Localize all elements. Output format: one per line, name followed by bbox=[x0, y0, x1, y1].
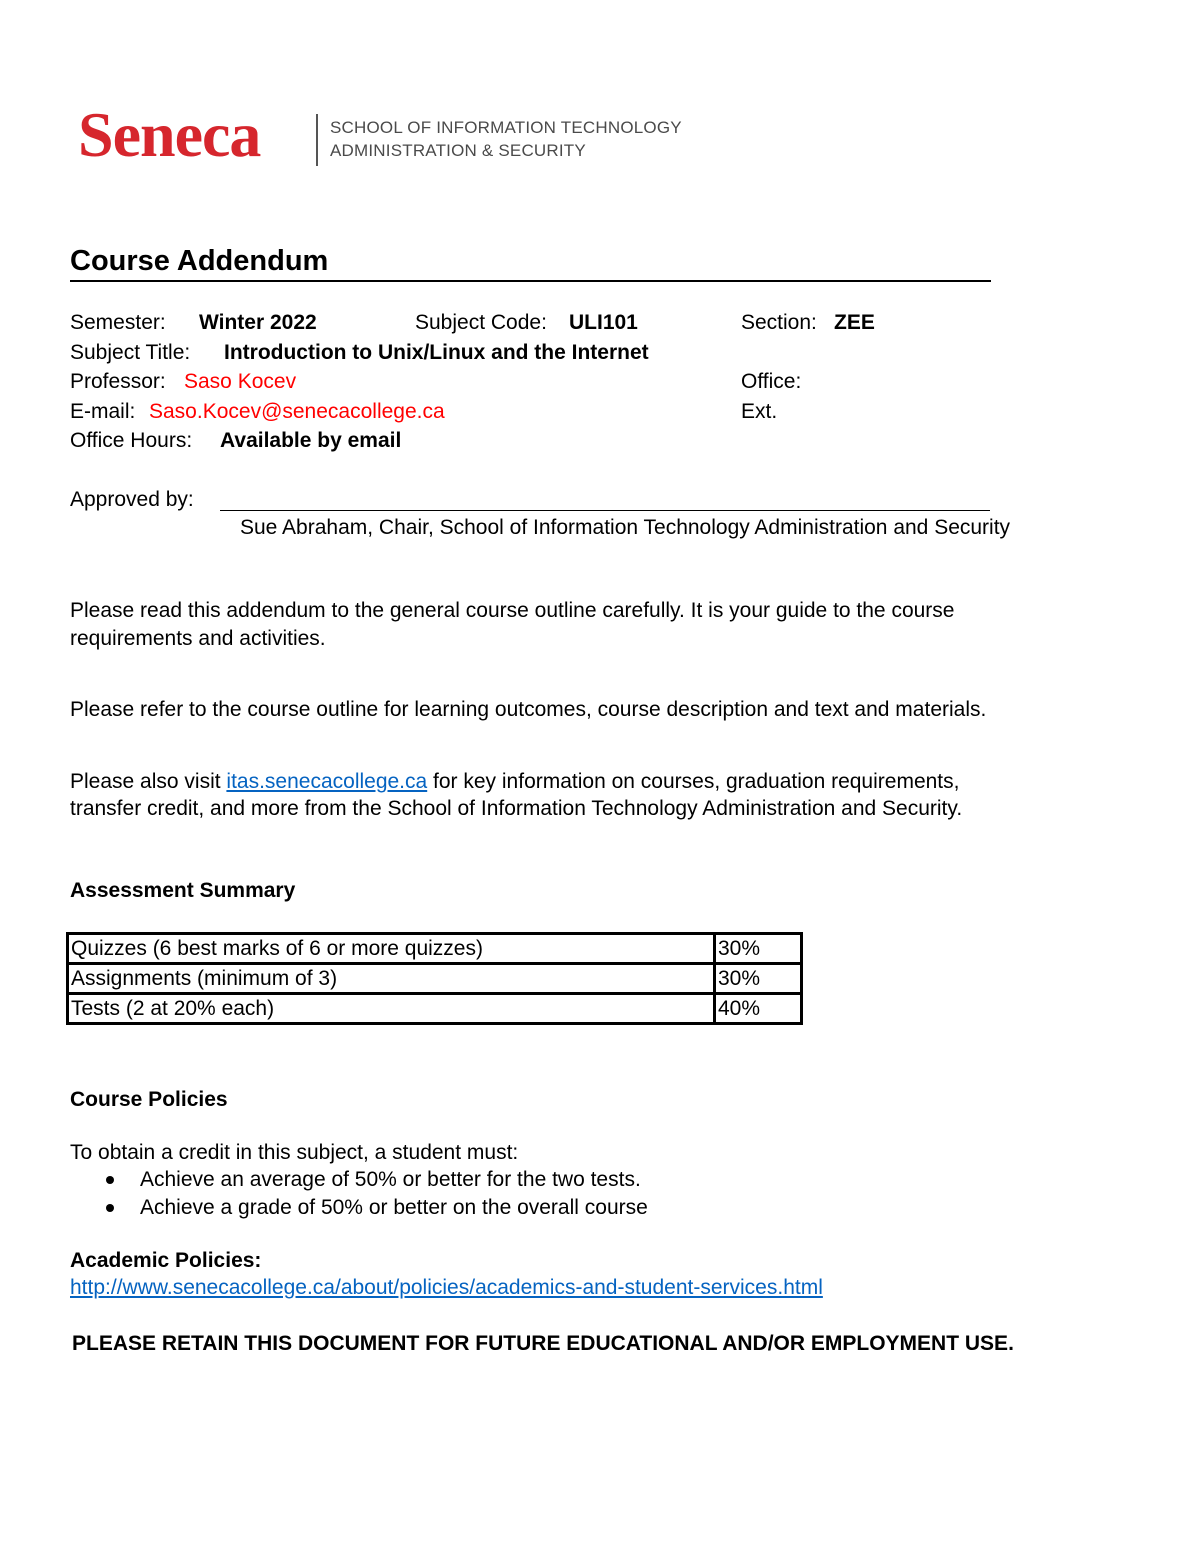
professor-label: Professor: bbox=[70, 370, 166, 393]
credit-requirements-intro: To obtain a credit in this subject, a student must: bbox=[70, 1141, 519, 1164]
subject-code-label: Subject Code: bbox=[415, 311, 547, 334]
academic-policies-link[interactable]: http://www.senecacollege.ca/about/policies/academics-and-student-services.html bbox=[70, 1276, 823, 1299]
table-row bbox=[68, 934, 802, 964]
school-name-line1: SCHOOL OF INFORMATION TECHNOLOGY bbox=[330, 118, 682, 137]
list-item: Achieve an average of 50% or better for the two tests. bbox=[70, 1166, 648, 1194]
assessment-summary-heading: Assessment Summary bbox=[70, 879, 296, 902]
office-label: Office: bbox=[741, 370, 802, 393]
assessment-weight: 40% bbox=[715, 994, 802, 1024]
assessment-item: Quizzes (6 best marks of 6 or more quizzes) bbox=[68, 934, 715, 964]
email-value[interactable]: Saso.Kocev@senecacollege.ca bbox=[149, 400, 445, 423]
intro-paragraph-line1: Please read this addendum to the general course outline carefully. It is your guide to the course bbox=[70, 599, 955, 622]
section-label: Section: bbox=[741, 311, 817, 334]
professor-value: Saso Kocev bbox=[184, 370, 297, 393]
academic-policies-heading: Academic Policies: bbox=[70, 1249, 262, 1272]
visit-paragraph-line2: transfer credit, and more from the School of Information Technology Administration and Security. bbox=[70, 797, 963, 820]
subject-title-value: Introduction to Unix/Linux and the Internet bbox=[224, 341, 649, 364]
seneca-logo-wordmark: Seneca bbox=[78, 99, 261, 170]
approved-by-label: Approved by: bbox=[70, 488, 194, 511]
outline-reference-paragraph: Please refer to the course outline for learning outcomes, course description and text and materials. bbox=[70, 698, 987, 721]
credit-requirements-list bbox=[70, 1166, 648, 1222]
office-hours-label: Office Hours: bbox=[70, 429, 193, 452]
visit-suffix: for key information on courses, graduation requirements, bbox=[427, 770, 960, 793]
section-value: ZEE bbox=[834, 311, 875, 334]
semester-label: Semester: bbox=[70, 311, 166, 334]
table-row bbox=[68, 994, 802, 1024]
ext-label: Ext. bbox=[741, 400, 778, 423]
assessment-weight: 30% bbox=[715, 934, 802, 964]
logo-divider bbox=[316, 114, 318, 166]
signature-line bbox=[220, 510, 990, 511]
table-row bbox=[68, 964, 802, 994]
assessment-table bbox=[66, 932, 803, 1025]
semester-value: Winter 2022 bbox=[199, 311, 317, 334]
intro-paragraph-line2: requirements and activities. bbox=[70, 627, 326, 650]
office-hours-value: Available by email bbox=[220, 429, 402, 452]
assessment-item: Tests (2 at 20% each) bbox=[68, 994, 715, 1024]
page-title: Course Addendum bbox=[70, 245, 329, 277]
title-underline bbox=[70, 280, 991, 282]
email-label: E-mail: bbox=[70, 400, 136, 423]
visit-prefix: Please also visit bbox=[70, 770, 227, 793]
subject-title-label: Subject Title: bbox=[70, 341, 191, 364]
assessment-item: Assignments (minimum of 3) bbox=[68, 964, 715, 994]
course-policies-heading: Course Policies bbox=[70, 1088, 228, 1111]
assessment-weight: 30% bbox=[715, 964, 802, 994]
school-name-line2: ADMINISTRATION & SECURITY bbox=[330, 141, 586, 160]
visit-paragraph-line1 bbox=[70, 769, 959, 795]
subject-code-value: ULI101 bbox=[569, 311, 638, 334]
approver-name: Sue Abraham, Chair, School of Information Technology Administration and Security bbox=[240, 516, 1011, 539]
retain-document-notice: PLEASE RETAIN THIS DOCUMENT FOR FUTURE EDUCATIONAL AND/OR EMPLOYMENT USE. bbox=[72, 1332, 1014, 1355]
itas-link[interactable]: itas.senecacollege.ca bbox=[226, 770, 428, 793]
list-item: Achieve a grade of 50% or better on the overall course bbox=[70, 1194, 648, 1222]
